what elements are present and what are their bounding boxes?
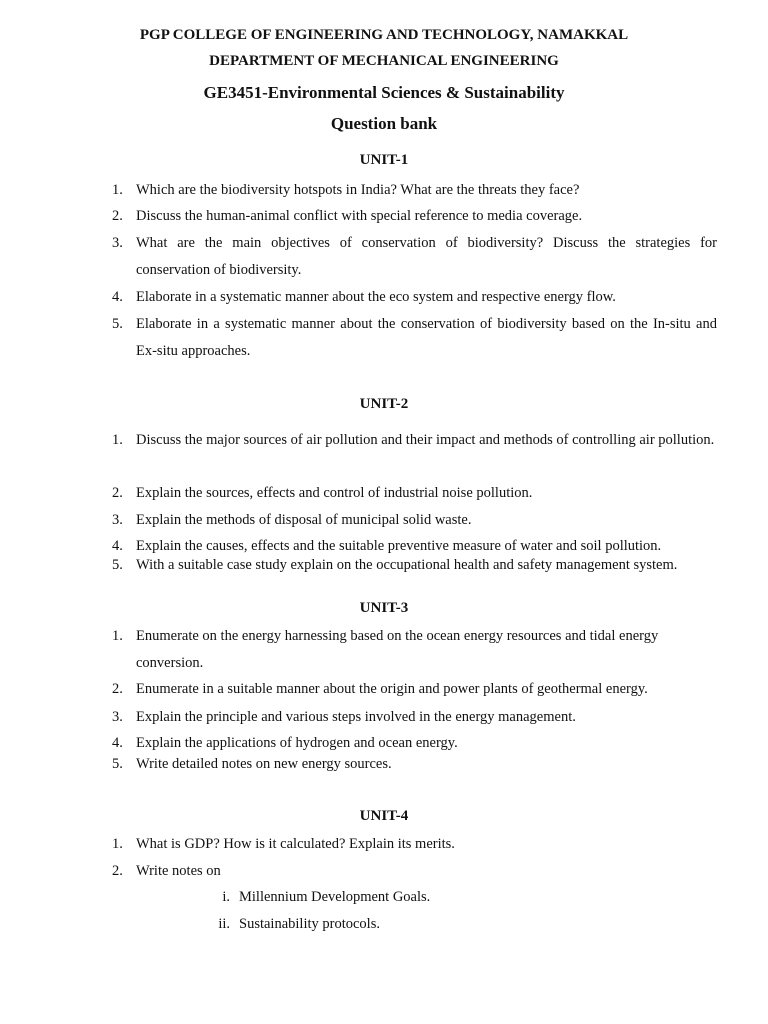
unit-1-question-2 bbox=[112, 203, 717, 230]
question-number: 2. bbox=[112, 208, 123, 224]
course-title: GE3451-Environmental Sciences & Sustainability bbox=[203, 83, 565, 102]
question-text: What are the main objectives of conservation of biodiversity? Discuss the strategies for conservation of biodiversity. bbox=[136, 235, 717, 278]
roman-numeral: i. bbox=[222, 889, 230, 905]
subitem-text: Sustainability protocols. bbox=[239, 916, 380, 932]
question-number: 1. bbox=[112, 836, 123, 852]
question-number: 4. bbox=[112, 289, 123, 305]
question-number: 3. bbox=[112, 709, 123, 725]
unit-2-question-1 bbox=[112, 427, 717, 454]
question-number: 5. bbox=[112, 316, 123, 332]
unit-2-question-3 bbox=[112, 507, 717, 534]
question-text: Write detailed notes on new energy sources. bbox=[136, 756, 392, 772]
roman-numeral: ii. bbox=[218, 916, 230, 932]
question-text: Discuss the human-animal conflict with special reference to media coverage. bbox=[136, 208, 583, 224]
question-number: 4. bbox=[112, 735, 123, 751]
unit-4-question-2-subitem-2 bbox=[200, 914, 380, 934]
question-number: 5. bbox=[112, 756, 123, 772]
question-text: Explain the methods of disposal of municipal solid waste. bbox=[136, 512, 472, 528]
unit-1-question-1 bbox=[112, 177, 717, 204]
question-number: 2. bbox=[112, 681, 123, 697]
unit-2-question-5 bbox=[112, 556, 717, 575]
unit-1-heading: UNIT-1 bbox=[359, 152, 409, 168]
question-text: Explain the applications of hydrogen and ocean energy. bbox=[136, 735, 458, 751]
question-text: Discuss the major sources of air pollution and their impact and methods of controlling air pollution. bbox=[136, 432, 715, 448]
question-number: 4. bbox=[112, 538, 123, 554]
unit-4-question-1 bbox=[112, 831, 717, 858]
question-text: Explain the principle and various steps involved in the energy management. bbox=[136, 709, 576, 725]
unit-1-question-4 bbox=[112, 284, 717, 311]
question-text: Elaborate in a systematic manner about the eco system and respective energy flow. bbox=[136, 289, 616, 305]
question-number: 3. bbox=[112, 235, 123, 251]
question-number: 2. bbox=[112, 485, 123, 501]
department-name: DEPARTMENT OF MECHANICAL ENGINEERING bbox=[209, 53, 559, 69]
question-text: What is GDP? How is it calculated? Explain its merits. bbox=[136, 836, 455, 852]
unit-4-heading: UNIT-4 bbox=[359, 808, 409, 824]
unit-3-question-3 bbox=[112, 704, 717, 731]
unit-2-question-4 bbox=[112, 537, 717, 556]
question-text: With a suitable case study explain on the occupational health and safety management system. bbox=[136, 557, 678, 573]
question-text: Write notes on bbox=[136, 863, 221, 879]
question-text: Which are the biodiversity hotspots in India? What are the threats they face? bbox=[136, 182, 580, 198]
unit-2-question-2 bbox=[112, 480, 717, 507]
document-title: Question bank bbox=[330, 114, 438, 133]
question-number: 5. bbox=[112, 557, 123, 573]
unit-3-question-1 bbox=[112, 623, 717, 677]
question-number: 1. bbox=[112, 628, 123, 644]
question-text: Enumerate on the energy harnessing based on the ocean energy resources and tidal energy conversion. bbox=[136, 628, 659, 671]
unit-3-question-5 bbox=[112, 755, 717, 774]
unit-3-question-2 bbox=[112, 676, 717, 703]
unit-1-question-3 bbox=[112, 230, 717, 284]
unit-3-question-4 bbox=[112, 734, 717, 753]
unit-4-question-2 bbox=[112, 858, 717, 885]
question-number: 3. bbox=[112, 512, 123, 528]
question-number: 1. bbox=[112, 182, 123, 198]
unit-2-heading: UNIT-2 bbox=[359, 396, 409, 412]
college-name: PGP COLLEGE OF ENGINEERING AND TECHNOLOGY, NAMAKKAL bbox=[139, 27, 629, 43]
question-number: 1. bbox=[112, 432, 123, 448]
question-text: Explain the sources, effects and control of industrial noise pollution. bbox=[136, 485, 533, 501]
question-text: Explain the causes, effects and the suitable preventive measure of water and soil pollution. bbox=[136, 538, 662, 554]
question-text: Enumerate in a suitable manner about the origin and power plants of geothermal energy. bbox=[136, 681, 648, 697]
question-number: 2. bbox=[112, 863, 123, 879]
unit-4-question-2-subitem-1 bbox=[200, 887, 430, 907]
unit-3-heading: UNIT-3 bbox=[359, 600, 409, 616]
question-text: Elaborate in a systematic manner about the conservation of biodiversity based on the In-situ and Ex-situ approaches. bbox=[136, 316, 717, 359]
unit-1-question-5 bbox=[112, 311, 717, 365]
subitem-text: Millennium Development Goals. bbox=[239, 889, 431, 905]
